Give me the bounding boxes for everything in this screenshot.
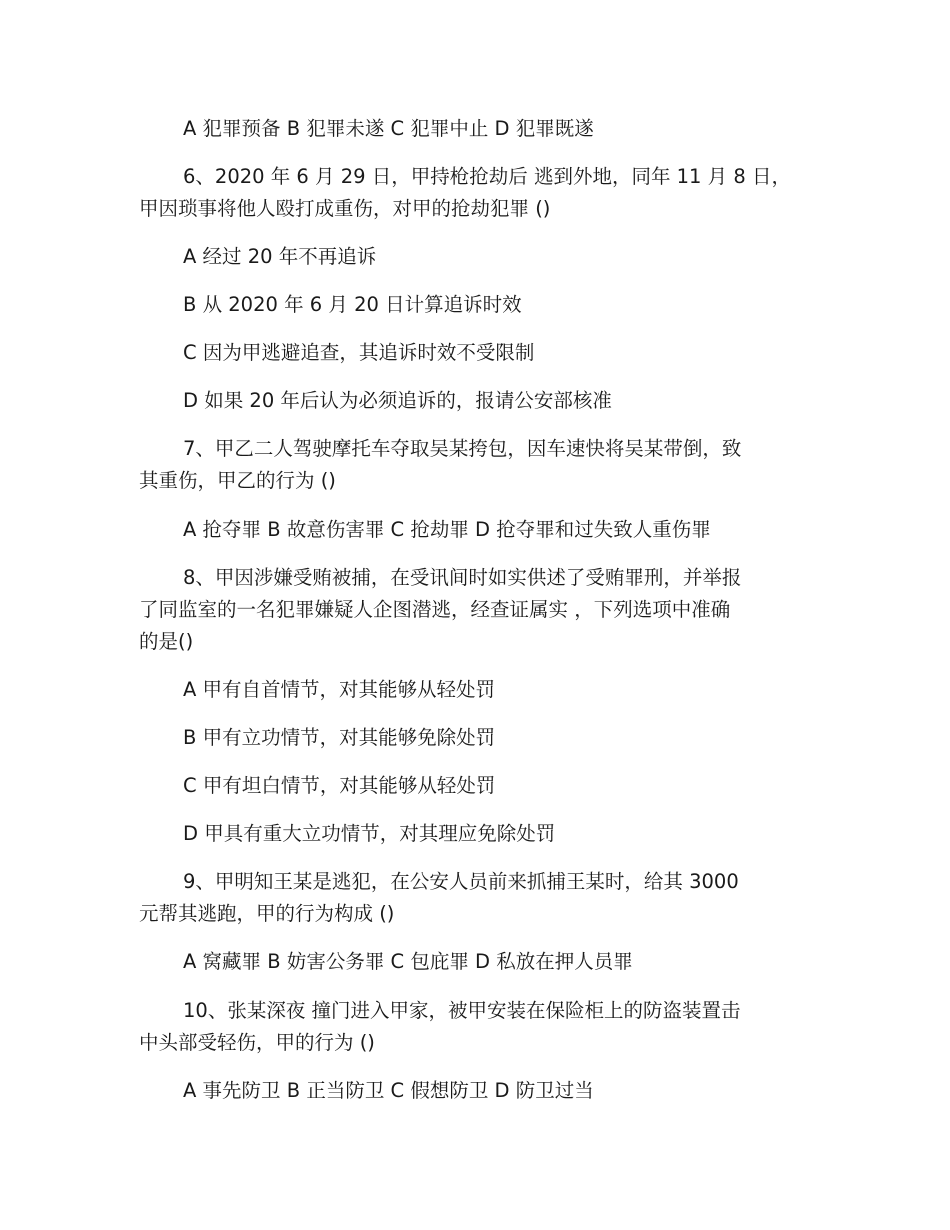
option-line: D 甲具有重大立功情节，对其理应免除处罚	[183, 822, 556, 845]
option-line: D 如果 20 年后认为必须追诉的，报请公安部核准	[183, 389, 612, 412]
question-10-line-1: 10、张某深夜 撞门进入甲家，被甲安装在保险柜上的防盗装置击	[183, 999, 741, 1022]
question-10-line-2: 中头部受轻伤，甲的行为 ()	[139, 1031, 375, 1054]
option-line: A 经过 20 年不再追诉	[183, 245, 377, 268]
question-9-line-2: 元帮其逃跑，甲的行为构成 ()	[139, 902, 395, 925]
option-line: B 甲有立功情节，对其能够免除处罚	[183, 726, 496, 749]
option-line: B 从 2020 年 6 月 20 日计算追诉时效	[183, 293, 522, 316]
option-line: A 窝藏罪 B 妨害公务罪 C 包庇罪 D 私放在押人员罪	[183, 950, 633, 973]
question-6-line-2: 甲因琐事将他人殴打成重伤，对甲的抢劫犯罪 ()	[139, 197, 551, 220]
question-8-line-3: 的是()	[139, 630, 194, 653]
question-9-line-1: 9、甲明知王某是逃犯，在公安人员前来抓捕王某时，给其 3000	[183, 870, 739, 893]
question-8-line-2: 了同监室的一名犯罪嫌疑人企图潜逃，经查证属实 ，下列选项中准确	[139, 598, 731, 621]
option-line: A 甲有自首情节，对其能够从轻处罚	[183, 678, 496, 701]
option-line: A 事先防卫 B 正当防卫 C 假想防卫 D 防卫过当	[183, 1079, 594, 1102]
option-line: C 甲有坦白情节，对其能够从轻处罚	[183, 774, 496, 797]
question-7-line-2: 其重伤，甲乙的行为 ()	[139, 469, 336, 492]
option-line: C 因为甲逃避追查，其追诉时效不受限制	[183, 341, 535, 364]
option-line: A 犯罪预备 B 犯罪未遂 C 犯罪中止 D 犯罪既遂	[183, 117, 594, 140]
question-8-line-1: 8、甲因涉嫌受贿被捕，在受讯间时如实供述了受贿罪刑，并举报	[183, 566, 742, 589]
option-line: A 抢夺罪 B 故意伤害罪 C 抢劫罪 D 抢夺罪和过失致人重伤罪	[183, 518, 711, 541]
question-6-line-1: 6、2020 年 6 月 29 日，甲持枪抢劫后 逃到外地，同年 11 月 8 日，	[183, 165, 791, 188]
question-7-line-1: 7、甲乙二人驾驶摩托车夺取吴某挎包，因车速快将吴某带倒，致	[183, 437, 742, 460]
